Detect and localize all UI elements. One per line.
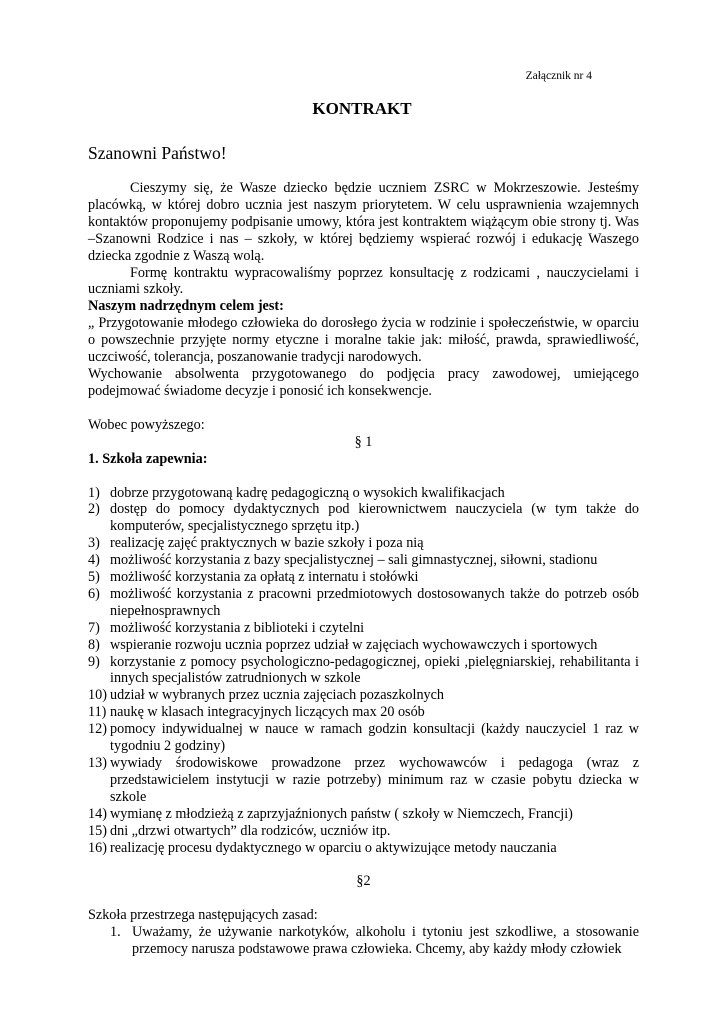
list-item-number: 11) xyxy=(88,704,107,721)
list-item xyxy=(88,823,639,840)
section1-list xyxy=(88,485,639,857)
list-item-number: 3) xyxy=(88,535,100,552)
list-item xyxy=(88,637,639,654)
graduate-text: Wychowanie absolwenta przygotowanego do podjęcia pracy zawodowej, umiejącego podejmować świadome decyzje i ponosić ich konsekwencje. xyxy=(88,365,639,399)
list-item-text: dni „drzwi otwartych” dla rodziców, uczniów itp. xyxy=(110,822,391,839)
list-item xyxy=(88,654,639,688)
section1-heading: 1. Szkoła zapewnia: xyxy=(88,450,208,467)
list-item-text: możliwość korzystania za opłatą z internatu i stołówki xyxy=(110,569,419,586)
list-item-text: dostęp do pomocy dydaktycznych pod kierownictwem nauczyciela (w tym także do komputerów, specjalistycznego sprzętu itp.) xyxy=(110,501,639,535)
list-item xyxy=(88,840,639,857)
list-item-text: możliwość korzystania z biblioteki i czytelni xyxy=(110,619,365,636)
list-item-number: 13) xyxy=(88,755,107,771)
list-item-text: możliwość korzystania z pracowni przedmiotowych dostosowanych także do potrzeb osób niepełnosprawnych xyxy=(110,585,639,619)
list-item xyxy=(88,501,639,535)
list-item-text: udział w wybranych przez ucznia zajęciach pozaszkolnych xyxy=(110,687,445,704)
list-item-text: Uważamy, że używanie narkotyków, alkoholu i tytoniu jest szkodliwe, a stosowanie przemocy narusza podstawowe prawa człowieka. Chcemy, aby każdy młody człowiek xyxy=(132,924,639,958)
list-item-number: 9) xyxy=(88,653,100,670)
list-item-text: naukę w klasach integracyjnych liczących max 20 osób xyxy=(110,704,425,721)
list-item xyxy=(88,704,639,721)
list-item-text: pomocy indywidualnej w nauce w ramach godzin konsultacji (każdy nauczyciel 1 raz w tygodniu 2 godziny) xyxy=(110,721,639,755)
list-item-number: 10) xyxy=(88,687,107,704)
list-item-number: 1. xyxy=(110,924,121,941)
list-item-text: dobrze przygotowaną kadrę pedagogiczną o wysokich kwalifikacjach xyxy=(110,484,505,501)
document-body xyxy=(88,180,639,958)
annex-label: Załącznik nr 4 xyxy=(525,70,592,82)
list-item-text: realizację zajęć praktycznych w bazie szkoły i poza nią xyxy=(110,535,424,552)
list-item-number: 8) xyxy=(88,636,100,653)
list-item xyxy=(88,806,639,823)
list-item xyxy=(88,721,639,755)
list-item-text: wymianę z młodzieżą z zaprzyjaźnionych państw ( szkoły w Niemczech, Francji) xyxy=(110,805,573,822)
list-item-text: realizację procesu dydaktycznego w oparciu o aktywizujące metody nauczania xyxy=(110,839,557,856)
list-item-number: 14) xyxy=(88,805,107,822)
list-item-number: 15) xyxy=(88,822,107,839)
list-item xyxy=(88,485,639,502)
list-item-number: 16) xyxy=(88,839,107,856)
list-item xyxy=(88,755,639,806)
section2-intro: Szkoła przestrzega następujących zasad: xyxy=(88,907,318,924)
list-item xyxy=(88,586,639,620)
list-item-number: 12) xyxy=(88,721,107,738)
list-item-number: 7) xyxy=(88,619,100,636)
document-title: KONTRAKT xyxy=(312,99,412,118)
list-item xyxy=(88,552,639,569)
section2-list xyxy=(88,924,639,958)
list-item-number: 2) xyxy=(88,501,100,518)
list-item-number: 4) xyxy=(88,552,100,569)
greeting: Szanowni Państwo! xyxy=(88,143,227,163)
list-item xyxy=(88,687,639,704)
list-item-text: możliwość korzystania z bazy specjalistycznej – sali gimnastycznej, siłowni, stadionu xyxy=(110,552,598,569)
list-item-text: wywiady środowiskowe prowadzone przez wychowawców i pedagoga (wraz z przedstawicielem instytucji w razie potrzeby) minimum raz w czasie pobytu dziecka w szkole xyxy=(110,755,639,805)
section1-mark: § 1 xyxy=(354,433,373,450)
list-item-number: 6) xyxy=(88,585,100,602)
goal-heading: Naszym nadrzędnym celem jest: xyxy=(88,298,284,315)
list-item xyxy=(88,535,639,552)
list-item xyxy=(88,620,639,637)
wobec-text: Wobec powyższego: xyxy=(88,416,205,433)
goal-text: „ Przygotowanie młodego człowieka do dorosłego życia w rodzinie i społeczeństwie, w oparciu o powszechnie przyjęte normy etyczne i moralne takie jak: miłość, prawda, sprawiedliwość, uczciwość, tolerancja, poszanowanie tradycji narodowych. xyxy=(88,315,639,366)
list-item xyxy=(110,924,639,958)
list-item-text: wspieranie rozwoju ucznia poprzez udział w zajęciach wychowawczych i sportowych xyxy=(110,636,598,653)
form-paragraph: Formę kontraktu wypracowaliśmy poprzez konsultację z rodzicami , nauczycielami i uczniami szkoły. xyxy=(88,264,639,298)
intro-paragraph: Cieszymy się, że Wasze dziecko będzie uczniem ZSRC w Mokrzeszowie. Jesteśmy placówką, w której dobro ucznia jest naszym priorytetem. W celu usprawnienia wzajemnych kontaktów proponujemy podpisanie umowy, która jest kontraktem wiążącym obie strony tj. Was –Szanowni Rodzice i nas – szkoły, w której będziemy wspierać rozwój i edukację Waszego dziecka zgodnie z Waszą wolą. xyxy=(88,180,639,264)
list-item-number: 1) xyxy=(88,484,100,501)
list-item-text: korzystanie z pomocy psychologiczno-pedagogicznej, opieki ,pielęgniarskiej, rehabilitanta i innych specjalistów zatrudnionych w szkole xyxy=(110,653,639,687)
section2-mark: §2 xyxy=(356,873,371,890)
list-item xyxy=(88,569,639,586)
list-item-number: 5) xyxy=(88,569,100,586)
